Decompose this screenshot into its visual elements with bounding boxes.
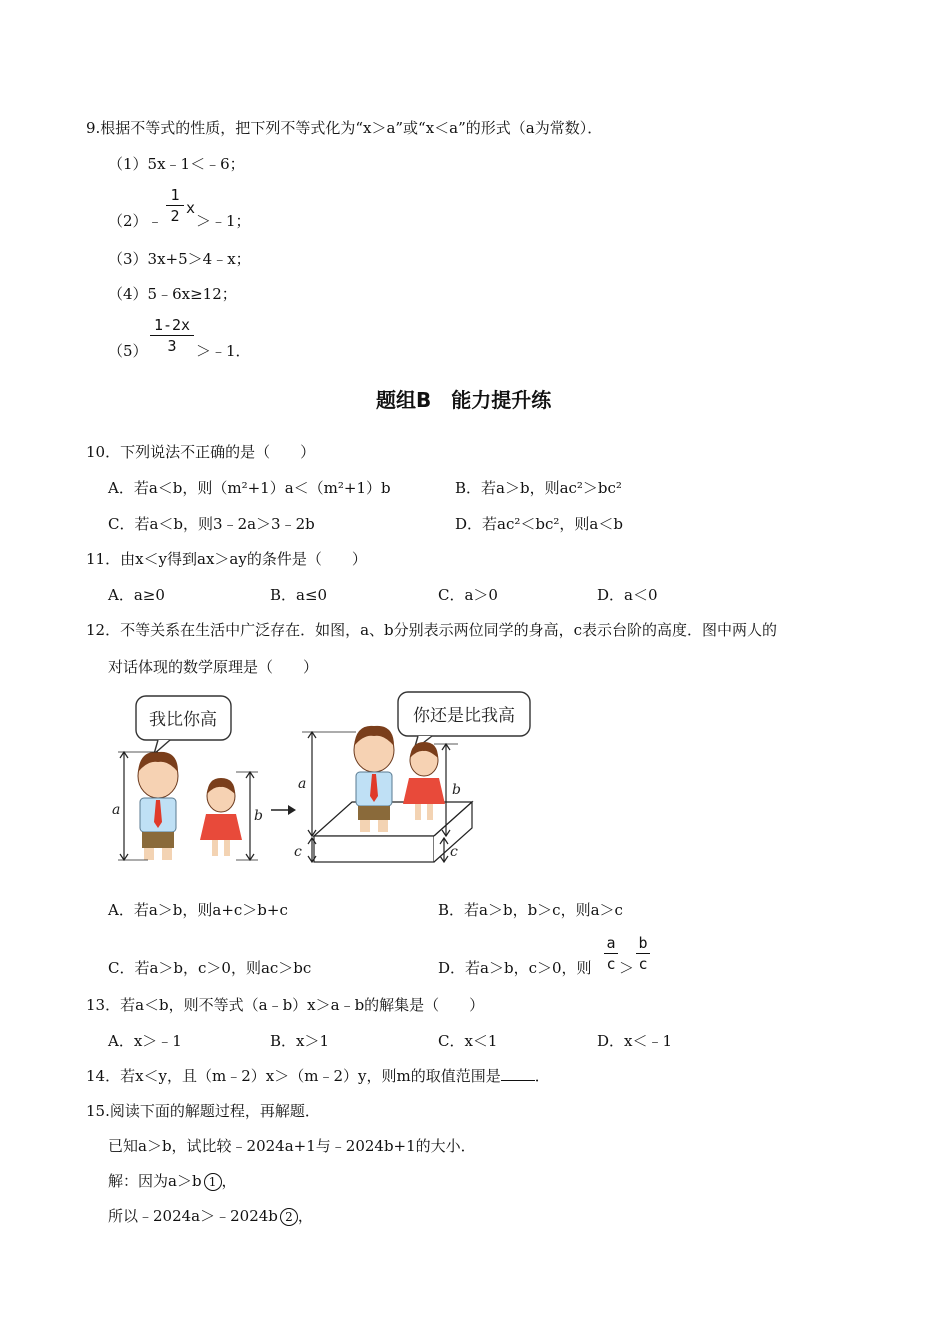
q15-comma-1: ，	[221, 1172, 237, 1190]
q13-stem: 13．若a＜b，则不等式（a﹣b）x＞a﹣b的解集是（ ）	[86, 996, 485, 1014]
fraction-denominator: 2	[170, 207, 180, 225]
q12-fraction-a-over-c	[604, 934, 618, 973]
label-b-left: b	[254, 808, 263, 824]
label-a-right: a	[298, 776, 307, 792]
fraction-bar	[604, 953, 618, 954]
q9-item-2-suffix: ＞﹣1；	[196, 212, 251, 230]
q9-item-5-prefix: （5）	[108, 342, 148, 360]
q9-item-2-prefix: （2）﹣	[108, 212, 163, 230]
q10-stem: 10．下列说法不正确的是（ ）	[86, 443, 316, 461]
q10-option-d: D．若ac²＜bc²，则a＜b	[455, 515, 623, 533]
circled-number-2: 2	[280, 1208, 298, 1226]
q12-option-c: C．若a＞b，c＞0，则ac＞bc	[108, 959, 312, 977]
q9-fraction-half	[166, 186, 184, 225]
answer-blank	[501, 1066, 535, 1081]
speech-bubble-left	[136, 696, 231, 754]
q14-end: ．	[534, 1067, 550, 1085]
q12-option-d-prefix: D．若a＞b，c＞0，则	[438, 959, 592, 977]
q10-option-c: C．若a＜b，则3﹣2a＞3﹣2b	[108, 515, 315, 533]
q11-option-d: D．a＜0	[597, 586, 658, 604]
label-a-left: a	[112, 802, 121, 818]
boy-left-icon	[138, 752, 178, 860]
q9-stem: 9.根据不等式的性质，把下列不等式化为“x＞a”或“x＜a”的形式（a为常数）．	[86, 119, 603, 137]
q15-sol1-text: 解：因为a＞b	[108, 1172, 202, 1190]
q15-comma-2: ，	[297, 1207, 313, 1225]
q9-item-5-suffix: ＞﹣1．	[196, 342, 251, 360]
q12-option-b: B．若a＞b，b＞c，则a＞c	[438, 901, 623, 919]
q9-item-3: （3）3x+5＞4﹣x；	[108, 250, 251, 268]
q13-option-a: A．x＞﹣1	[108, 1032, 182, 1050]
q9-item-1: （1）5x﹣1＜﹣6；	[108, 155, 245, 173]
fraction-numerator: a	[606, 934, 616, 952]
fraction-bar	[150, 335, 194, 336]
q13-option-c: C．x＜1	[438, 1032, 498, 1050]
measure-c-left	[294, 838, 316, 862]
q10-option-b: B．若a＞b，则ac²＞bc²	[455, 479, 622, 497]
fraction-numerator: 1-2x	[153, 316, 191, 334]
q10-option-a: A．若a＜b，则（m²+1）a＜（m²+1）b	[108, 479, 391, 497]
bubble-left-text: 我比你高	[149, 710, 217, 730]
q9-frac-var: x	[186, 199, 196, 217]
boy-right-icon	[354, 726, 394, 832]
fraction-bar	[636, 953, 650, 954]
q12-option-d-gt: ＞	[619, 959, 635, 977]
speech-bubble-right	[398, 692, 530, 750]
fraction-numerator: b	[638, 934, 648, 952]
q13-option-d: D．x＜﹣1	[597, 1032, 673, 1050]
girl-left-icon	[200, 778, 242, 856]
fraction-denominator: 3	[167, 337, 177, 355]
q14-stem: 14．若x＜y，且（m﹣2）x＞（m﹣2）y，则m的取值范围是	[86, 1067, 501, 1085]
fraction-numerator: 1	[170, 186, 180, 204]
q15-stem: 15.阅读下面的解题过程，再解题．	[86, 1102, 320, 1120]
q12-stem-line1: 12．不等关系在生活中广泛存在．如图，a、b分别表示两位同学的身高，c表示台阶的高度．图中两人的	[86, 621, 778, 639]
measure-b-left	[236, 772, 263, 860]
label-c-right: c	[450, 844, 458, 860]
label-c-left: c	[294, 844, 302, 860]
q12-fraction-b-over-c	[636, 934, 650, 973]
arrow-right-icon	[271, 805, 296, 815]
fraction-bar	[166, 205, 184, 206]
fraction-denominator: c	[638, 955, 648, 973]
q15-sol2-text: 所以﹣2024a＞﹣2024b	[108, 1207, 278, 1225]
q11-option-c: C．a＞0	[438, 586, 498, 604]
q9-item-4: （4）5﹣6x≥12；	[108, 285, 237, 303]
q11-option-a: A．a≥0	[108, 586, 165, 604]
q11-stem: 11．由x＜y得到ax＞ay的条件是（ ）	[86, 550, 367, 568]
label-b-right: b	[452, 782, 461, 798]
section-title: 题组B 能力提升练	[376, 388, 552, 412]
q12-stem-line2: 对话体现的数学原理是（ ）	[108, 658, 319, 676]
q15-solution-line1	[108, 1171, 237, 1191]
q12-illustration	[108, 690, 538, 870]
bubble-right-text: 你还是比我高	[413, 706, 515, 726]
fraction-denominator: c	[606, 955, 616, 973]
q15-known: 已知a＞b，试比较﹣2024a+1与﹣2024b+1的大小．	[108, 1137, 476, 1155]
q13-option-b: B．x＞1	[270, 1032, 330, 1050]
q14-line	[86, 1066, 550, 1086]
q9-fraction-5	[150, 316, 194, 355]
q15-solution-line2	[108, 1206, 313, 1226]
q11-option-b: B．a≤0	[270, 586, 328, 604]
q12-option-a: A．若a＞b，则a+c＞b+c	[108, 901, 288, 919]
circled-number-1: 1	[204, 1173, 222, 1191]
